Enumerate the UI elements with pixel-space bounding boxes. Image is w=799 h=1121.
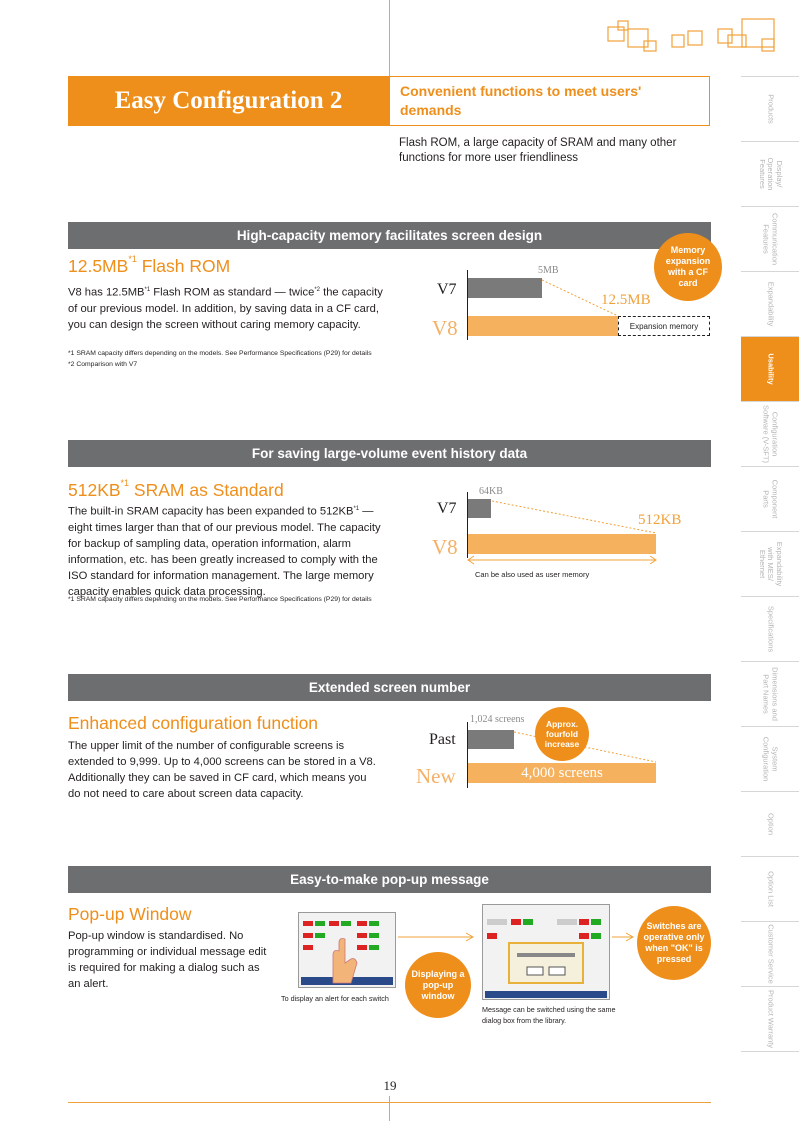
sidebar-tab-label: Component Parts <box>762 479 780 519</box>
section-bar-memory: High-capacity memory facilitates screen design <box>68 222 711 249</box>
sidebar-tab-label: Products <box>766 94 776 124</box>
top-vertical-line <box>389 0 390 76</box>
bubble-fourfold: Approx. fourfold increase <box>535 707 589 761</box>
double-arrow-icon <box>466 555 658 565</box>
screen-thumbnail-before <box>298 912 396 988</box>
section-bar-sram: For saving large-volume event history data <box>68 440 711 467</box>
chart-value-v8: 12.5MB <box>601 292 651 308</box>
chart-bar-v8 <box>468 316 618 336</box>
footnote: *1 SRAM capacity differs depending on the models. See Performance Specifications (P29) for details <box>68 350 372 357</box>
sidebar-tab-customer-service[interactable] <box>741 921 799 986</box>
caption-after: Message can be switched using the same dialog box from the library. <box>482 1005 616 1025</box>
chart-label-new: New <box>416 764 456 788</box>
sidebar-tab-component-parts[interactable] <box>741 466 799 531</box>
sidebar-tab-label: Configuration Software (V-SFT) <box>762 405 780 463</box>
section-body-sram: The built-in SRAM capacity has been expanded to 512KB$^{*1}$ — eight times larger than that of our previous model. The capacity for backup of sampling data, operation information, alarm information, etc. has been greatly increased to comply with the ISO standard for information management. The large memory capacity enables quick data processing. <box>68 505 381 598</box>
bubble-displaying-popup: Displaying a pop-up window <box>405 952 471 1018</box>
chart-label-v8: V8 <box>432 316 458 340</box>
chart-label-v7: V7 <box>437 281 457 298</box>
section-heading-popup: Pop-up Window <box>68 904 192 924</box>
chart-label-v8: V8 <box>432 535 458 559</box>
chart-value-v7: 5MB <box>538 265 559 276</box>
chart-value-past: 1,024 screens <box>470 714 525 725</box>
arrow-right-icon <box>612 932 636 942</box>
bubble-switches-operative: Switches are operative only when "OK" is pressed <box>637 906 711 980</box>
chart-bar-v7 <box>468 278 542 298</box>
sidebar-tab-label: Expandability <box>766 281 776 327</box>
sidebar-tab-option-list[interactable] <box>741 856 799 921</box>
footnote: *1 SRAM capacity differs depending on the models. See Performance Specifications (P29) for details <box>68 596 372 603</box>
arrow-right-icon <box>398 932 476 942</box>
sidebar-tab-system-configuration[interactable] <box>741 726 799 791</box>
chart-bar-past <box>468 730 514 749</box>
chart-bar-v8 <box>468 534 656 554</box>
sidebar-tab-expandability-with-mes-ethernet[interactable] <box>741 531 799 596</box>
footnote: *2 Comparison with V7 <box>68 361 138 368</box>
popup-dialog-icon <box>483 905 609 999</box>
sidebar-tab-label: Expandability with MES/ Ethernet <box>757 541 784 587</box>
sidebar-tab-display-operation-features[interactable] <box>741 141 799 206</box>
sidebar-tab-option[interactable] <box>741 791 799 856</box>
sidebar-tab-label: Usability <box>766 353 776 385</box>
sidebar-tab-usability[interactable] <box>741 336 799 401</box>
section-body-popup: Pop-up window is standardised. No programming or individual message edit is required for making a dialog such as an alert. <box>68 930 267 990</box>
sidebar-tab-expandability[interactable] <box>741 271 799 336</box>
sidebar-tab-communication-features[interactable] <box>741 206 799 271</box>
dotted-connector <box>490 499 660 535</box>
dotted-connector <box>540 278 620 318</box>
page-number: 19 <box>383 1078 397 1093</box>
sidebar-tab-product-warranty[interactable] <box>741 986 799 1051</box>
sidebar-tab-label: Customer Service <box>766 924 776 984</box>
sidebar-tab-label: Option <box>766 812 776 836</box>
section-heading-sram: 512KB$^{*1}$ SRAM as Standard <box>68 478 284 500</box>
section-body-configuration: The upper limit of the number of configurable screens is extended to 9,999. Up to 4,000 screens can be stored in a V8. Additionally they can be saved in CF card, which means you do not need to care about screen data capacity. <box>68 740 376 800</box>
sidebar <box>741 76 799 1052</box>
page-subtitle: Convenient functions to meet users' demands <box>389 76 710 126</box>
bubble-memory-expansion: Memory expansion with a CF card <box>654 233 722 301</box>
sidebar-tab-label: Product Warranty <box>766 989 776 1049</box>
sidebar-tab-dimensions-and-part-names[interactable] <box>741 661 799 726</box>
chart-value-v8: 512KB <box>638 512 682 528</box>
page-title: Easy Configuration 2 <box>68 76 389 126</box>
sidebar-tab-products[interactable] <box>741 76 799 141</box>
expansion-memory-box: Expansion memory <box>618 316 710 336</box>
decorative-squares-icon <box>600 15 785 60</box>
chart-value-v7: 64KB <box>479 486 503 497</box>
sidebar-tab-label: Option List <box>766 871 776 907</box>
sidebar-tab-configuration-software-v-sft[interactable] <box>741 401 799 466</box>
section-bar-popup: Easy-to-make pop-up message <box>68 866 711 893</box>
sidebar-tab-specifications[interactable] <box>741 596 799 661</box>
section-heading-configuration: Enhanced configuration function <box>68 713 319 733</box>
chart-caption: Can be also used as user memory <box>475 570 590 579</box>
sidebar-tab-label: Communication Features <box>762 212 780 266</box>
sidebar-tab-label: Dimensions and Part Names <box>762 667 780 721</box>
sidebar-tab-label: Specifications <box>766 605 776 653</box>
caption-before: To display an alert for each switch <box>281 994 389 1003</box>
chart-label-past: Past <box>429 731 456 748</box>
chart-bar-new: 4,000 screens <box>468 763 656 783</box>
intro-text: Flash ROM, a large capacity of SRAM and many other functions for more user friendliness <box>399 137 677 164</box>
section-bar-screen-number: Extended screen number <box>68 674 711 701</box>
section-heading-flash-rom: 12.5MB$^{*1}$ Flash ROM <box>68 254 231 276</box>
sidebar-tab-label: System Configuration <box>762 736 780 782</box>
switch-grid-icon <box>299 913 395 987</box>
sidebar-tab-label: Display/ Operation Features <box>757 157 784 191</box>
section-body-flash-rom: V8 has 12.5MB$^{*1}$ Flash ROM as standard — twice$^{*2}$ the capacity of our previous model. In addition, by saving data in a CF card, you can design the screen without caring memory capacity. <box>68 286 383 331</box>
chart-bar-v7 <box>468 499 491 518</box>
screen-thumbnail-after <box>482 904 610 1000</box>
chart-label-v7: V7 <box>437 500 457 517</box>
footer-tick <box>389 1096 390 1121</box>
